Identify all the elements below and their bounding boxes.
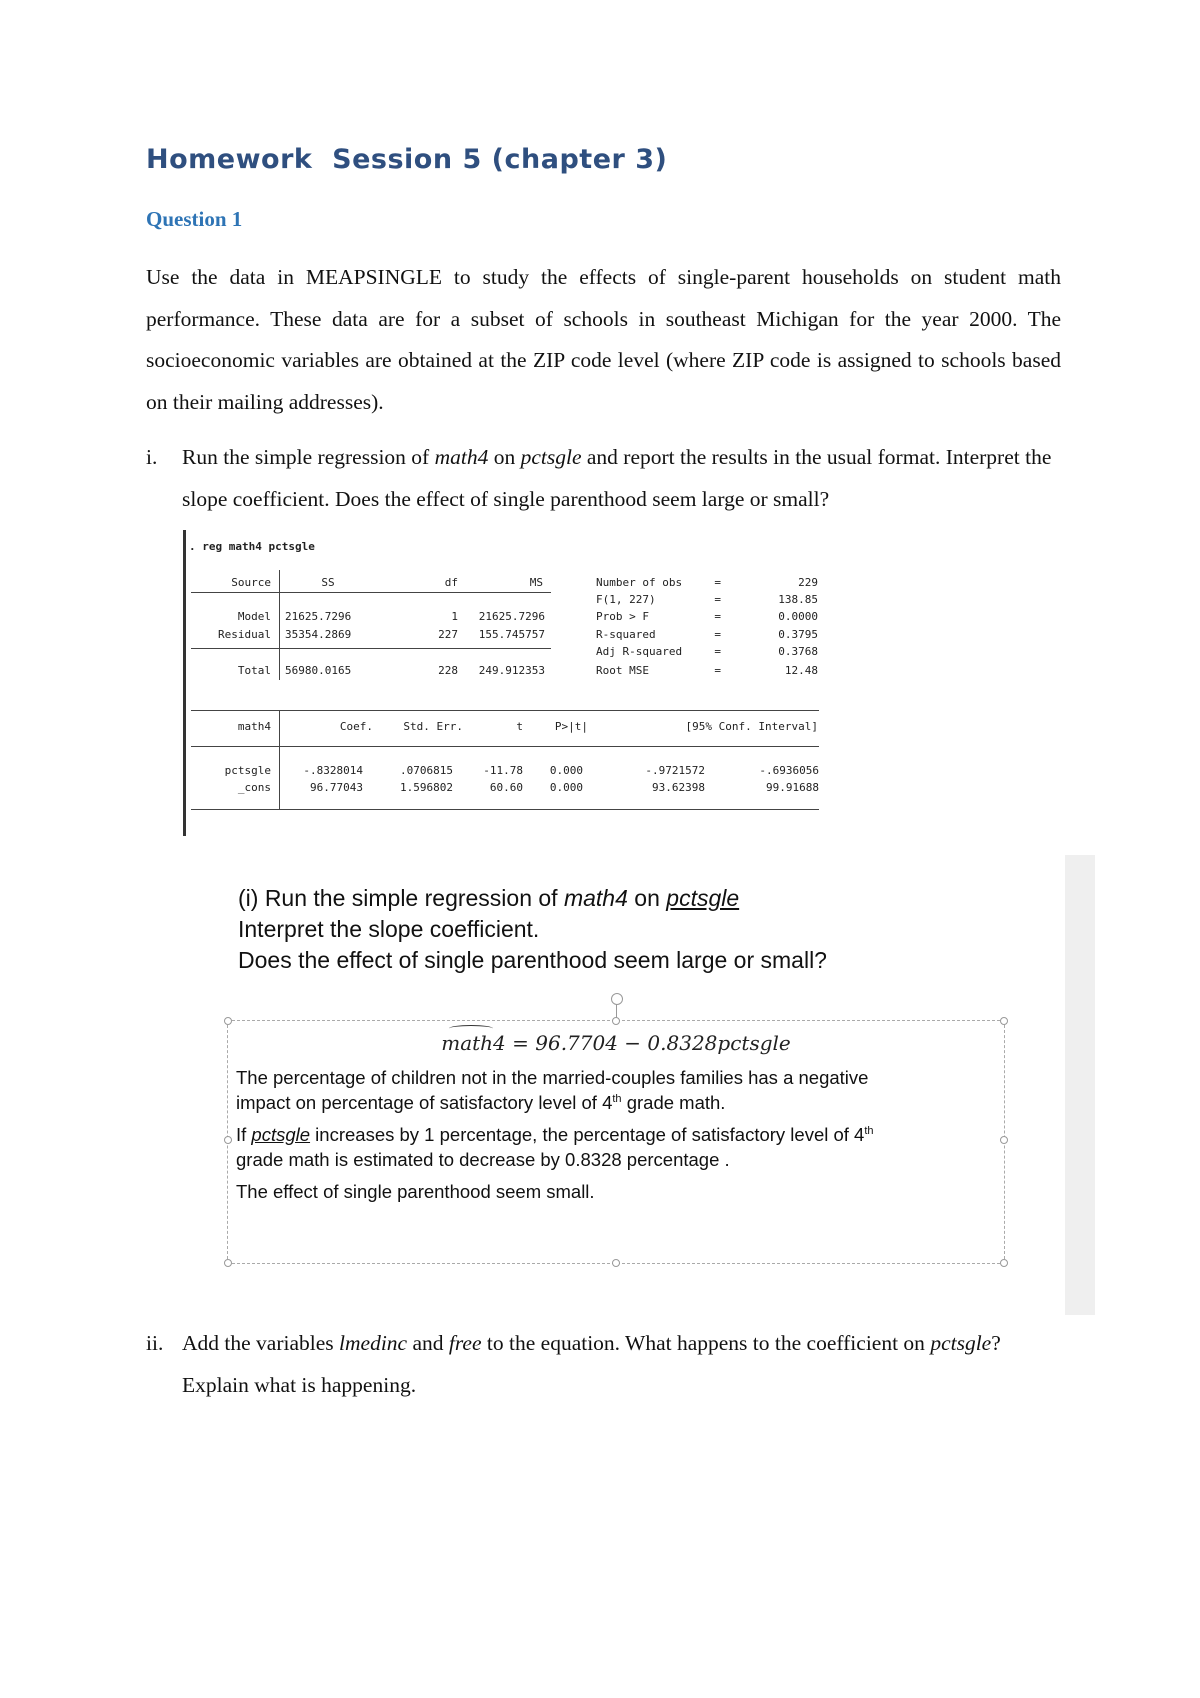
coef-header-se: Std. Err. <box>403 720 463 733</box>
anova-header-ss: SS <box>321 576 335 589</box>
rotate-handle[interactable] <box>611 993 623 1005</box>
intro-paragraph: Use the data in MEAPSINGLE to study the effects of single-parent households on student math performance. These data are for a subset of schools in southeast Michigan for the year 2000. The socioeconomic variables are obtained at the ZIP code level (where ZIP code is assigned to schools based on their mailing addresses). <box>146 265 1061 414</box>
stat-value: 0.3768 <box>778 645 818 658</box>
coef-row-t: 60.60 <box>489 781 523 794</box>
variable-name: free <box>448 1331 482 1355</box>
output-margin-bar <box>183 530 186 836</box>
slide-heading-line: Interpret the slope coefficient. <box>238 916 540 942</box>
stat-value: 12.48 <box>784 664 818 677</box>
anova-row-ss: 21625.7296 <box>285 610 352 623</box>
stat-eq: = <box>714 664 721 677</box>
stat-label: F(1, 227) <box>596 593 656 606</box>
resize-handle[interactable] <box>1000 1017 1008 1025</box>
slide-image <box>183 855 1095 1315</box>
variable-name: lmedinc <box>339 1331 408 1355</box>
resize-handle[interactable] <box>224 1259 232 1267</box>
anova-header-df: df <box>444 576 458 589</box>
stat-eq: = <box>714 645 721 658</box>
stat-eq: = <box>714 576 721 589</box>
stat-eq: = <box>714 628 721 641</box>
stat-value: 0.3795 <box>778 628 818 641</box>
coef-header-t: t <box>516 720 523 733</box>
coef-row-se: .0706815 <box>400 764 453 777</box>
resize-handle[interactable] <box>224 1136 232 1144</box>
coef-row-se: 1.596802 <box>400 781 453 794</box>
anova-row-source: Total <box>237 664 271 677</box>
coef-row-coef: 96.77043 <box>310 781 363 794</box>
slide-text: (i) Run the simple regression of <box>238 885 564 911</box>
stata-output-image <box>183 524 823 836</box>
coef-header-var: math4 <box>237 720 271 733</box>
table-rule <box>191 746 819 747</box>
anova-row-df: 228 <box>438 664 458 677</box>
resize-handle[interactable] <box>1000 1259 1008 1267</box>
superscript: th <box>864 1124 874 1137</box>
coef-row-ci-low: 93.62398 <box>652 781 705 794</box>
coef-row-ci-high: -.6936056 <box>759 764 819 777</box>
item-text-part: on <box>488 445 521 469</box>
regression-equation <box>228 1031 1004 1055</box>
slide-text: on <box>627 885 667 911</box>
anova-row-ss: 56980.0165 <box>285 664 352 677</box>
resize-handle[interactable] <box>612 1017 620 1025</box>
table-rule <box>191 648 551 649</box>
coef-header-ci: [95% Conf. Interval] <box>685 720 818 733</box>
answer-variable: pctsgle <box>251 1124 311 1145</box>
anova-row-df: 1 <box>451 610 458 623</box>
slide-edge-shadow <box>1065 855 1095 1315</box>
item-number: ii. <box>146 1331 164 1355</box>
answer-line: The effect of single parenthood seem small. <box>236 1181 595 1202</box>
slide-variable: pctsgle <box>666 885 740 911</box>
slide-heading-line <box>238 885 739 912</box>
document-title: Homework Session 5 (chapter 3) <box>146 144 668 175</box>
equation-text: math4 = 96.7704 − 0.8328pctsgle <box>441 1031 791 1055</box>
answer-line: grade math is estimated to decrease by 0.8328 percentage . <box>236 1149 730 1170</box>
table-rule <box>191 592 551 593</box>
answer-text-box[interactable] <box>227 1020 1005 1264</box>
hat-accent <box>449 1025 493 1032</box>
item-text-part: Run the simple regression of <box>182 445 435 469</box>
table-rule <box>279 710 280 810</box>
stat-label: Prob > F <box>596 610 649 623</box>
item-text <box>182 1323 1061 1406</box>
item-text-part: to the equation. What happens to the coefficient on <box>481 1331 931 1355</box>
stat-label: R-squared <box>596 628 656 641</box>
question-heading: Question 1 <box>146 207 243 231</box>
anova-header-ms: MS <box>529 576 543 589</box>
table-rule <box>279 570 280 680</box>
coef-header-p: P>|t| <box>554 720 588 733</box>
stat-label: Adj R-squared <box>596 645 683 658</box>
variable-name: math4 <box>434 445 489 469</box>
coef-row-ci-low: -.9721572 <box>645 764 705 777</box>
coef-row-coef: -.8328014 <box>303 764 363 777</box>
coef-row-p: 0.000 <box>549 764 583 777</box>
stat-label: Number of obs <box>596 576 683 589</box>
table-rule <box>191 710 819 711</box>
answer-line <box>236 1124 874 1146</box>
table-rule <box>191 809 819 810</box>
resize-handle[interactable] <box>1000 1136 1008 1144</box>
stata-command: . reg math4 pctsgle <box>189 540 315 553</box>
stat-value: 0.0000 <box>778 610 818 623</box>
anova-row-ms: 249.912353 <box>478 664 545 677</box>
list-item-i <box>146 437 1061 520</box>
coef-row-var: _cons <box>237 781 271 794</box>
anova-row-source: Model <box>237 610 271 623</box>
anova-row-ms: 21625.7296 <box>478 610 545 623</box>
item-text-part: and report the results in the usual format. Interpret the slope coefficient. Does the effect of single parenthood seem large or small? <box>182 445 1052 511</box>
superscript: th <box>612 1092 622 1105</box>
stat-value: 138.85 <box>778 593 818 606</box>
anova-row-ss: 35354.2869 <box>285 628 352 641</box>
anova-header-source: Source <box>231 576 271 589</box>
answer-text: impact on percentage of satisfactory level of 4 <box>236 1092 613 1113</box>
coef-row-p: 0.000 <box>549 781 583 794</box>
stat-value: 229 <box>798 576 818 589</box>
item-number: i. <box>146 445 158 469</box>
list-item-ii <box>146 1323 1061 1406</box>
anova-row-df: 227 <box>438 628 458 641</box>
slide-heading-line: Does the effect of single parenthood seem large or small? <box>238 947 827 973</box>
coef-row-ci-high: 99.91688 <box>766 781 819 794</box>
item-text-part: ? Explain what is happening. <box>182 1331 1001 1397</box>
resize-handle[interactable] <box>612 1259 620 1267</box>
item-text-part: Add the variables <box>182 1331 340 1355</box>
answer-line: The percentage of children not in the married-couples families has a negative <box>236 1067 869 1088</box>
variable-name: pctsgle <box>520 445 582 469</box>
resize-handle[interactable] <box>224 1017 232 1025</box>
coef-row-t: -11.78 <box>483 764 523 777</box>
coef-header-coef: Coef. <box>339 720 373 733</box>
answer-text: grade math. <box>621 1092 726 1113</box>
item-text-part: and <box>407 1331 449 1355</box>
answer-line <box>236 1092 725 1114</box>
stat-eq: = <box>714 610 721 623</box>
stat-label: Root MSE <box>596 664 649 677</box>
anova-row-source: Residual <box>218 628 271 641</box>
coef-row-var: pctsgle <box>224 764 271 777</box>
slide-variable: math4 <box>563 885 628 911</box>
item-text <box>182 437 1061 520</box>
anova-row-ms: 155.745757 <box>478 628 545 641</box>
stat-eq: = <box>714 593 721 606</box>
variable-name: pctsgle <box>930 1331 992 1355</box>
answer-text: If <box>236 1124 252 1145</box>
answer-text: increases by 1 percentage, the percentage of satisfactory level of 4 <box>310 1124 865 1145</box>
